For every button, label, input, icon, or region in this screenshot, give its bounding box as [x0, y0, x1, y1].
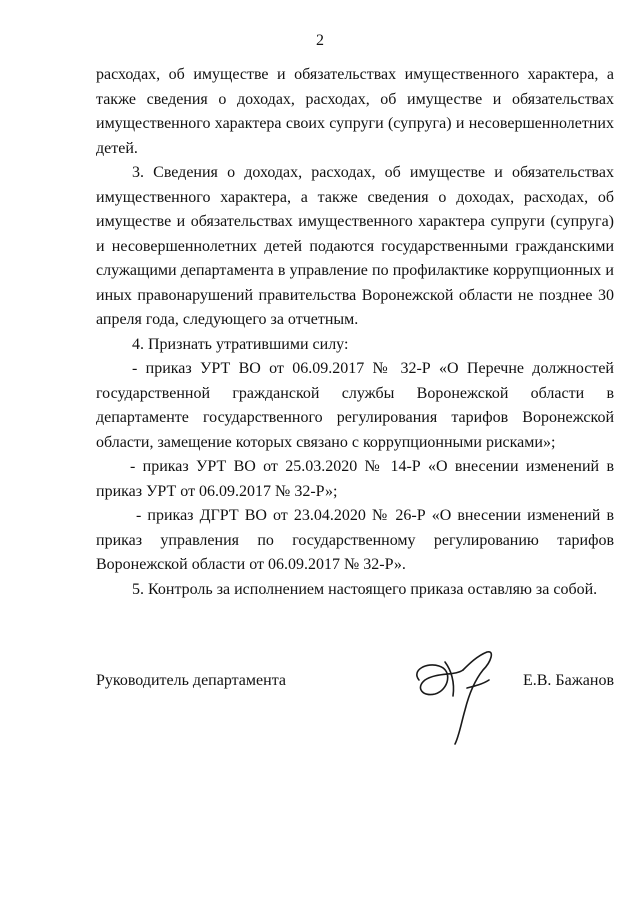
handwritten-signature-icon [405, 640, 515, 750]
signature-block [96, 672, 614, 712]
signatory-title: Руководитель департамента [96, 672, 286, 689]
list-item-order-1: - приказ УРТ ВО от 06.09.2017 № 32-Р «О Перечне должностей государственной гражданской службы Воронежской области в департаменте государственного регулирования тарифов Воронежской области, замещение которых связано с коррупционными рисками»; [96, 360, 614, 451]
list-item-order-3: - приказ ДГРТ ВО от 23.04.2020 № 26-Р «О внесении изменений в приказ управления по государственному регулированию тарифов Воронежской области от 06.09.2017 № 32-Р». [96, 507, 614, 573]
paragraph-continuation: расходах, об имуществе и обязательствах имущественного характера, а также сведения о доходах, расходах, об имуществе и обязательствах имущественного характера своих супруги (супруга) и несовершеннолетних детей. [96, 66, 614, 157]
signatory-name: Е.В. Бажанов [522, 672, 614, 689]
document-body [96, 63, 614, 602]
page-number: 2 [316, 32, 324, 49]
paragraph-item-4: 4. Признать утратившими силу: [132, 335, 349, 353]
paragraph-item-5: 5. Контроль за исполнением настоящего приказа оставляю за собой. [132, 580, 598, 598]
list-item-order-2: - приказ УРТ ВО от 25.03.2020 № 14-Р «О внесении изменений в приказ УРТ от 06.09.2017 № 32-Р»; [96, 458, 614, 500]
paragraph-item-3: 3. Сведения о доходах, расходах, об имуществе и обязательствах имущественного характера, а также сведения о доходах, расходах, об имуществе и обязательствах имущественного характера супруги (супруга) и несовершеннолетних детей подаются государственными гражданскими служащими департамента в управление по профилактике коррупционных и иных правонарушений правительства Воронежской области не позднее 30 апреля года, следующего за отчетным. [96, 164, 614, 328]
